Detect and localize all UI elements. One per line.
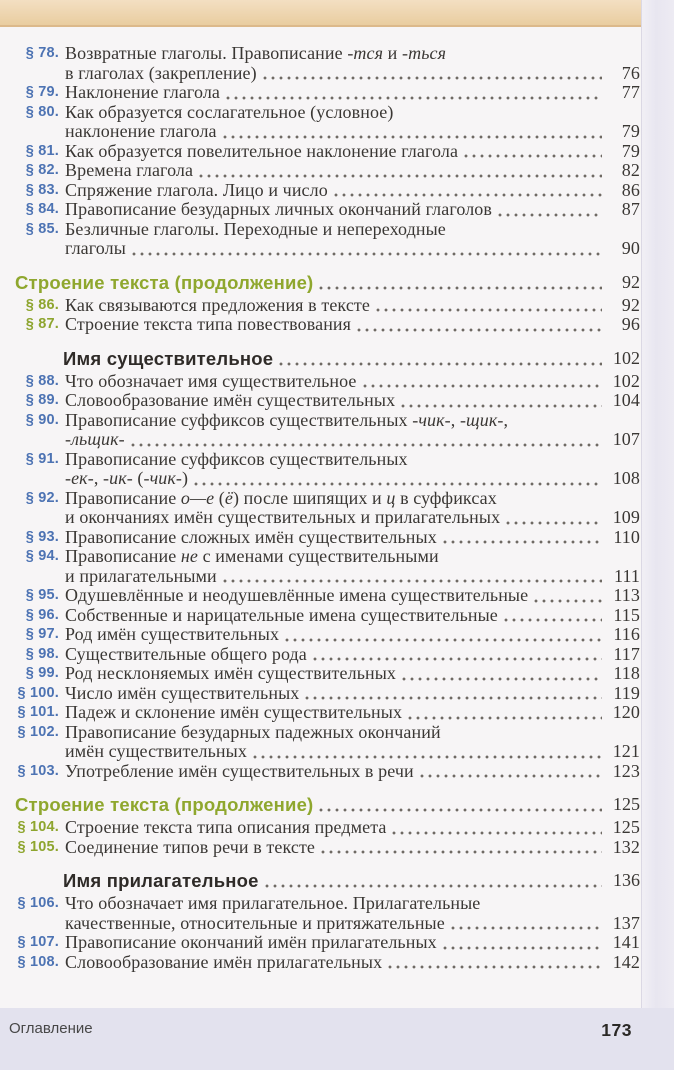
dot-leader — [253, 742, 602, 759]
section-heading-label: Имя прилагательное — [63, 870, 259, 891]
entry-page-number: 125 — [612, 817, 640, 837]
entry-page-number: 137 — [612, 912, 640, 933]
entry-page-number: 107 — [612, 429, 640, 449]
dot-leader — [285, 625, 602, 642]
entry-line — [65, 914, 640, 934]
entry-number: § 103. — [17, 762, 59, 779]
toc-entry — [15, 586, 640, 606]
entry-line — [65, 818, 640, 838]
entry-body — [65, 372, 640, 392]
entry-text: Как образуется сослагательное (условное) — [65, 101, 394, 122]
entry-line — [65, 411, 640, 431]
entry-page-number: 82 — [621, 160, 640, 180]
dot-leader — [420, 762, 602, 779]
page-footer — [0, 1008, 674, 1070]
entry-number: § 105. — [17, 838, 59, 855]
toc-entry — [15, 44, 640, 83]
dot-leader — [443, 933, 602, 950]
entry-body — [65, 762, 640, 782]
entry-body — [65, 933, 640, 953]
dot-leader — [263, 64, 602, 81]
entry-text: Употребление имён существительных в речи — [65, 760, 414, 781]
toc-entry — [15, 220, 640, 259]
section-page-number: 125 — [613, 794, 640, 814]
entry-page-number: 110 — [613, 526, 640, 547]
entry-line — [65, 122, 640, 142]
entry-number: § 78. — [25, 45, 59, 61]
toc-entry — [15, 645, 640, 665]
dot-leader — [223, 567, 602, 584]
entry-text: Существительные общего рода — [65, 643, 307, 664]
dot-leader — [265, 870, 602, 888]
entry-body — [65, 645, 640, 665]
dot-leader — [319, 794, 602, 812]
dot-leader — [132, 239, 602, 256]
entry-number: § 108. — [17, 953, 59, 970]
entry-number: § 85. — [25, 220, 59, 237]
section-page-number: 136 — [613, 870, 640, 890]
entry-line — [65, 508, 640, 528]
toc-entry — [15, 142, 640, 162]
entry-number: § 86. — [25, 296, 59, 313]
entry-line — [65, 181, 640, 201]
entry-text: в глаголах (закрепление) — [65, 62, 257, 83]
entry-number: § 95. — [25, 587, 59, 603]
entry-text: наклонение глагола — [65, 121, 217, 141]
section-heading — [63, 870, 640, 891]
entry-text: Правописание сложных имён существительных — [65, 526, 437, 547]
entry-text: Времена глагола — [65, 160, 194, 180]
entry-line — [65, 762, 640, 782]
dot-leader — [223, 122, 602, 139]
dot-leader — [363, 372, 602, 389]
toc-entry — [15, 489, 640, 528]
entry-number: § 98. — [25, 645, 59, 662]
entry-text: качественные, относительные и притяжательные — [65, 912, 445, 933]
section-heading-label: Строение текста (продолжение) — [15, 271, 314, 293]
entry-line — [65, 44, 640, 64]
entry-number: § 82. — [25, 162, 59, 178]
dot-leader — [357, 315, 602, 332]
entry-text: Строение текста типа описания предмета — [65, 817, 387, 837]
dot-leader — [376, 296, 602, 313]
entry-page-number: 102 — [612, 370, 640, 391]
dot-leader — [199, 161, 602, 178]
entry-page-number: 116 — [613, 624, 640, 644]
entry-body — [65, 44, 640, 83]
entry-number: § 97. — [25, 626, 59, 642]
entry-number: § 94. — [25, 548, 59, 564]
entry-body — [65, 103, 640, 142]
entry-text: Правописание о—е (ё) после шипящих и ц в суффиксах — [65, 487, 497, 508]
toc-entry — [15, 625, 640, 645]
toc-entry — [15, 933, 640, 953]
entry-line — [65, 723, 640, 743]
section-heading-label: Строение текста (продолжение) — [15, 794, 314, 815]
toc-list — [15, 27, 640, 972]
entry-line — [65, 606, 640, 626]
entry-body — [65, 181, 640, 201]
dot-leader — [408, 703, 602, 720]
entry-page-number: 118 — [613, 663, 640, 683]
dot-leader — [464, 142, 602, 159]
toc-entry — [15, 953, 640, 973]
entry-line — [65, 953, 640, 973]
entry-line — [65, 625, 640, 645]
entry-line — [65, 838, 640, 858]
toc-entry — [15, 181, 640, 201]
toc-entry — [15, 703, 640, 723]
entry-page-number: 121 — [612, 741, 640, 761]
entry-body — [65, 200, 640, 220]
dot-leader — [321, 838, 602, 855]
section-page-number: 102 — [613, 347, 640, 368]
entry-page-number: 123 — [612, 760, 640, 781]
dot-leader — [402, 664, 602, 681]
entry-page-number: 117 — [613, 643, 640, 664]
entry-body — [65, 664, 640, 684]
entry-page-number: 77 — [621, 82, 640, 102]
dot-leader — [392, 818, 602, 835]
entry-text: Спряжение глагола. Лицо и число — [65, 179, 328, 200]
entry-page-number: 113 — [613, 585, 640, 605]
entry-text: Как образуется повелительное наклонение глагола — [65, 140, 459, 161]
entry-body — [65, 315, 640, 335]
entry-line — [65, 296, 640, 316]
entry-line — [65, 489, 640, 509]
dot-leader — [504, 606, 602, 623]
entry-text: Правописание не с именами существительными — [65, 546, 439, 566]
entry-body — [65, 953, 640, 973]
entry-text: Число имён существительных — [65, 682, 300, 703]
entry-line — [65, 684, 640, 704]
entry-text: Род несклоняемых имён существительных — [65, 663, 397, 683]
entry-text: глаголы — [65, 238, 126, 258]
dot-leader — [226, 83, 602, 100]
dot-leader — [319, 272, 602, 290]
dot-leader — [279, 348, 602, 366]
entry-number: § 79. — [25, 84, 59, 100]
entry-number: § 88. — [25, 372, 59, 389]
entry-page-number: 119 — [613, 682, 640, 703]
entry-number: § 90. — [25, 411, 59, 428]
toc-entry — [15, 838, 640, 858]
entry-text: Правописание окончаний имён прилагательных — [65, 932, 437, 952]
dot-leader — [334, 181, 602, 198]
entry-body — [65, 296, 640, 316]
toc-entry — [15, 606, 640, 626]
right-page-edge — [641, 0, 674, 1070]
entry-text: Безличные глаголы. Переходные и непереходные — [65, 218, 446, 239]
footer-page-number: 173 — [601, 1020, 632, 1040]
entry-line — [65, 645, 640, 665]
entry-page-number: 96 — [621, 314, 640, 334]
entry-body — [65, 625, 640, 645]
dot-leader — [451, 914, 602, 931]
entry-number: § 93. — [25, 528, 59, 545]
entry-body — [65, 606, 640, 626]
entry-line — [65, 567, 640, 587]
entry-page-number: 76 — [621, 62, 640, 83]
top-page-edge-band — [0, 0, 642, 27]
entry-body — [65, 450, 640, 489]
entry-body — [65, 547, 640, 586]
toc-entry — [15, 372, 640, 392]
toc-entry — [15, 818, 640, 838]
entry-line — [65, 703, 640, 723]
entry-page-number: 79 — [621, 140, 640, 161]
entry-body — [65, 161, 640, 181]
toc-entry — [15, 411, 640, 450]
toc-entry — [15, 762, 640, 782]
entry-text: Что обозначает имя прилагательное. Прилагательные — [65, 893, 481, 913]
entry-number: § 91. — [25, 450, 59, 467]
section-heading — [15, 794, 640, 815]
entry-number: § 92. — [25, 489, 59, 506]
dot-leader — [498, 200, 602, 217]
entry-text: Строение текста типа повествования — [65, 314, 352, 334]
toc-entry — [15, 83, 640, 103]
dot-leader — [131, 430, 602, 447]
dot-leader — [313, 645, 602, 662]
entry-text: Правописание суффиксов существительных — [65, 448, 408, 469]
entry-text: Собственные и нарицательные имена существительные — [65, 604, 498, 625]
entry-text: Словообразование имён существительных — [65, 390, 396, 410]
entry-number: § 96. — [25, 606, 59, 623]
entry-body — [65, 586, 640, 606]
toc-entry — [15, 391, 640, 411]
entry-text: Как связываются предложения в тексте — [65, 294, 370, 315]
entry-page-number: 108 — [612, 468, 640, 488]
entry-body — [65, 723, 640, 762]
entry-line — [65, 142, 640, 162]
entry-text: Соединение типов речи в тексте — [65, 836, 315, 857]
entry-body — [65, 838, 640, 858]
toc-entry — [15, 315, 640, 335]
entry-line — [65, 161, 640, 181]
entry-number: § 106. — [17, 895, 59, 911]
section-page-number: 92 — [622, 271, 640, 292]
dot-leader — [388, 953, 602, 970]
entry-line — [65, 450, 640, 470]
toc-entry — [15, 684, 640, 704]
entry-text: Правописание суффиксов существительных -чик-, -щик-, — [65, 409, 509, 430]
entry-page-number: 115 — [613, 604, 640, 625]
entry-page-number: 120 — [612, 702, 640, 722]
entry-page-number: 111 — [614, 565, 640, 586]
entry-text: Падеж и склонение имён существительных — [65, 702, 403, 722]
dot-leader — [305, 684, 602, 701]
entry-line — [65, 200, 640, 220]
entry-line — [65, 742, 640, 762]
entry-number: § 99. — [25, 665, 59, 681]
entry-text: Одушевлённые и неодушевлённые имена существительные — [65, 585, 529, 605]
entry-body — [65, 489, 640, 528]
entry-line — [65, 315, 640, 335]
entry-body — [65, 703, 640, 723]
entry-number: § 80. — [25, 103, 59, 120]
entry-text: Правописание безударных личных окончаний глаголов — [65, 199, 493, 219]
entry-number: § 84. — [25, 201, 59, 217]
entry-line — [65, 547, 640, 567]
toc-entry — [15, 664, 640, 684]
toc-entry — [15, 894, 640, 933]
entry-page-number: 92 — [621, 294, 640, 315]
entry-text: -льщик- — [65, 429, 125, 449]
entry-number: § 100. — [17, 684, 59, 701]
dot-leader — [194, 469, 602, 486]
toc-entry — [15, 161, 640, 181]
entry-body — [65, 220, 640, 259]
entry-number: § 101. — [17, 704, 59, 720]
toc-entry — [15, 723, 640, 762]
entry-line — [65, 664, 640, 684]
entry-line — [65, 933, 640, 953]
entry-number: § 102. — [17, 723, 59, 740]
entry-page-number: 86 — [621, 179, 640, 200]
entry-line — [65, 220, 640, 240]
entry-page-number: 132 — [612, 836, 640, 857]
entry-number: § 87. — [25, 316, 59, 332]
entry-text: Наклонение глагола — [65, 82, 221, 102]
entry-page-number: 141 — [612, 932, 640, 952]
dot-leader — [443, 528, 602, 545]
entry-body — [65, 684, 640, 704]
dot-leader — [401, 391, 602, 408]
entry-line — [65, 372, 640, 392]
entry-page-number: 79 — [621, 121, 640, 141]
entry-body — [65, 528, 640, 548]
entry-text: имён существительных — [65, 741, 247, 761]
entry-line — [65, 469, 640, 489]
entry-body — [65, 83, 640, 103]
entry-line — [65, 64, 640, 84]
section-heading — [63, 348, 640, 369]
entry-line — [65, 894, 640, 914]
entry-line — [65, 391, 640, 411]
toc-entry — [15, 103, 640, 142]
entry-body — [65, 818, 640, 838]
section-heading — [15, 272, 640, 293]
entry-text: Род имён существительных — [65, 624, 280, 644]
entry-body — [65, 142, 640, 162]
entry-page-number: 87 — [621, 199, 640, 219]
entry-number: § 81. — [25, 142, 59, 159]
entry-text: Словообразование имён прилагательных — [65, 951, 383, 972]
entry-text: Правописание безударных падежных окончаний — [65, 721, 441, 742]
entry-body — [65, 411, 640, 450]
toc-entry — [15, 296, 640, 316]
entry-text: и окончаниях имён существительных и прилагательных — [65, 507, 501, 527]
entry-body — [65, 391, 640, 411]
section-heading-label: Имя существительное — [63, 347, 274, 369]
entry-text: и прилагательными — [65, 565, 217, 586]
entry-text: Возвратные глаголы. Правописание -тся и -ться — [65, 43, 447, 63]
entry-number: § 83. — [25, 181, 59, 198]
toc-entry — [15, 528, 640, 548]
toc-entry — [15, 450, 640, 489]
entry-page-number: 109 — [612, 507, 640, 527]
toc-entry — [15, 547, 640, 586]
entry-body — [65, 894, 640, 933]
entry-text: -ек-, -ик- (-чик-) — [65, 468, 189, 488]
entry-line — [65, 83, 640, 103]
entry-line — [65, 239, 640, 259]
entry-line — [65, 103, 640, 123]
dot-leader — [506, 508, 602, 525]
entry-number: § 89. — [25, 392, 59, 408]
footer-section-label: Оглавление — [9, 1020, 93, 1037]
entry-line — [65, 528, 640, 548]
entry-page-number: 90 — [621, 238, 640, 258]
entry-line — [65, 430, 640, 450]
entry-line — [65, 586, 640, 606]
entry-number: § 104. — [17, 819, 59, 835]
entry-text: Что обозначает имя существительное — [65, 370, 357, 391]
entry-page-number: 104 — [612, 390, 640, 410]
entry-number: § 107. — [17, 934, 59, 950]
dot-leader — [534, 586, 602, 603]
entry-page-number: 142 — [612, 951, 640, 972]
toc-entry — [15, 200, 640, 220]
